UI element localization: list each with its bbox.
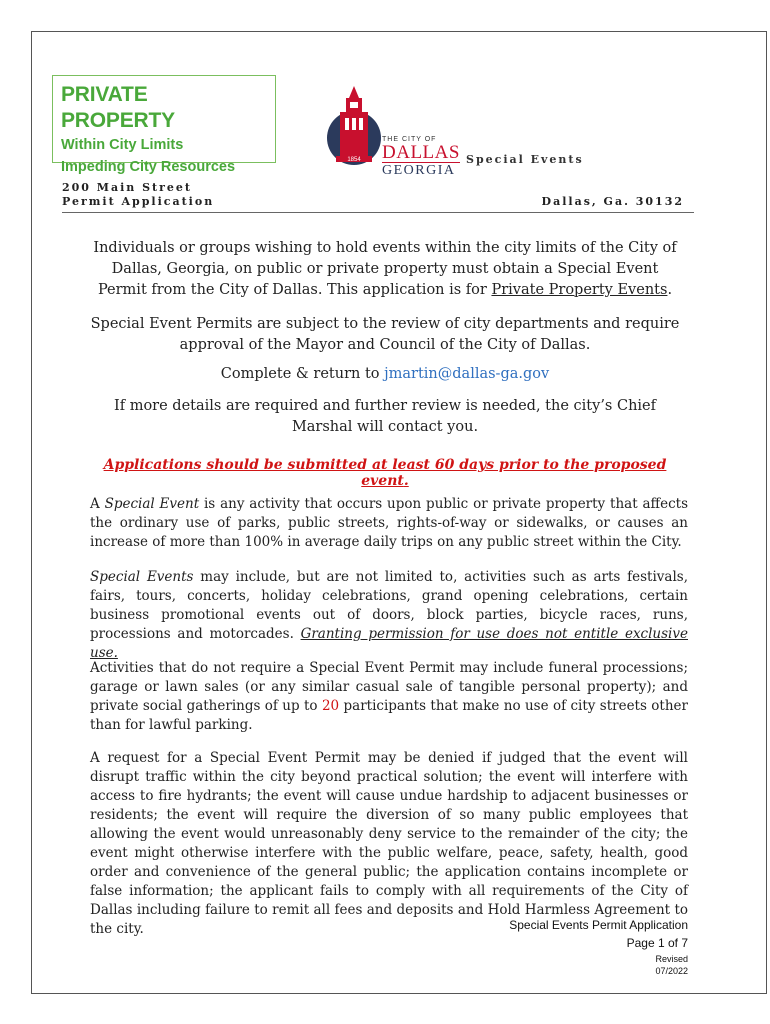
p3-body: participants that make no use of city streets other than for lawful parking. [90, 698, 688, 733]
footer-title: Special Events Permit Application [509, 918, 688, 932]
city-wordmark [382, 136, 460, 179]
private-property-events-text: Private Property Events [491, 282, 668, 298]
p2-body: may include, but are not limited to, activities such as arts festivals, fairs, tours, concerts, holiday celebrations, grand opening celebrations, certain business promotional events out of doors, block parties, bicycle races, runs, processions and motorcades. [90, 569, 688, 642]
intro-paragraph-4: If more details are required and further review is needed, the city’s Chief Marshal will contact you. [113, 398, 656, 435]
complete-return-text: Complete & return to [220, 366, 385, 382]
warning-text: Applications should be submitted at least 60 days prior to the proposed event [103, 457, 667, 489]
the-city-of-label: THE CITY OF [382, 136, 437, 143]
badge-title: PRIVATE PROPERTY [61, 83, 175, 132]
city-zip: Dallas, Ga. 30132 [541, 195, 684, 208]
p1-italic: Special Event [104, 496, 200, 512]
private-property-badge [52, 75, 276, 175]
p1-lead: A [90, 496, 105, 512]
georgia-wordmark: GEORGIA [382, 163, 456, 178]
intro-p1-period: . [667, 282, 673, 298]
city-seal-logo [326, 80, 382, 172]
participant-count: 20 [321, 698, 340, 714]
submission-deadline-warning [88, 457, 682, 489]
special-event-definition [90, 495, 688, 552]
address-block [62, 181, 214, 209]
header-divider [62, 212, 694, 213]
permit-application-label: Permit Application [62, 195, 215, 208]
warning-period: . [403, 473, 409, 489]
intro-paragraph-1 [88, 238, 682, 301]
p3-lead: Activities that do not require a Special Event Permit may include funeral processions; garage or lawn sales (or any similar casual sale of tangible personal property); and private social gatherings of up to [90, 660, 688, 714]
denial-criteria: A request for a Special Event Permit may be denied if judged that the event will disrupt traffic within the city beyond practical solution; the event will interfere with access to fire hydrants; the event will cause undue hardship to adjacent businesses or residents; the event will require the diversion of so many public employees that allowing the event would unreasonably deny service to the remainder of the city; the event might otherwise interfere with the public welfare, peace, safety, health, good order and convenience of the general public; the application contains incomplete or false information; the applicant fails to comply with all requirements of the City of Dallas including failure to remit all fees and deposits and Hold Harmless Agreement to the city. [90, 750, 688, 937]
footer-revised-date: 07/2022 [655, 966, 688, 976]
special-events-examples [90, 568, 688, 663]
intro-paragraph-2: Special Event Permits are subject to the review of city departments and require approval of the Mayor and Council of the City of Dallas. [90, 316, 680, 353]
footer-page-number: Page 1 of 7 [626, 936, 688, 950]
badge-subtitle-2: Impeding City Resources [61, 159, 236, 175]
p1-body: is any activity that occurs upon public or private property that affects the ordinary use of parks, public streets, rights-of-way or sidewalks, or causes an increase of more than 100% in average daily trips on any public street within the City. [90, 496, 688, 550]
intro-p1-text: Individuals or groups wishing to hold events within the city limits of the City of Dallas, Georgia, on public or private property must obtain a Special Event Permit from the City of Dallas. This application is for [93, 240, 677, 298]
badge-subtitle-1: Within City Limits [61, 137, 184, 153]
p2-underline: Granting permission for use does not entitle exclusive use. [90, 626, 688, 661]
email-link[interactable]: jmartin@dallas-ga.gov [384, 366, 550, 382]
p2-italic: Special Events [90, 569, 194, 585]
exempt-activities [90, 659, 688, 735]
dallas-wordmark: DALLAS [382, 142, 460, 163]
intro-paragraph-3 [88, 364, 682, 385]
special-events-heading: Special Events [466, 153, 584, 166]
seal-year: 1854 [347, 157, 361, 163]
street-address: 200 Main Street [62, 181, 192, 194]
footer-revised-label: Revised [655, 954, 688, 964]
